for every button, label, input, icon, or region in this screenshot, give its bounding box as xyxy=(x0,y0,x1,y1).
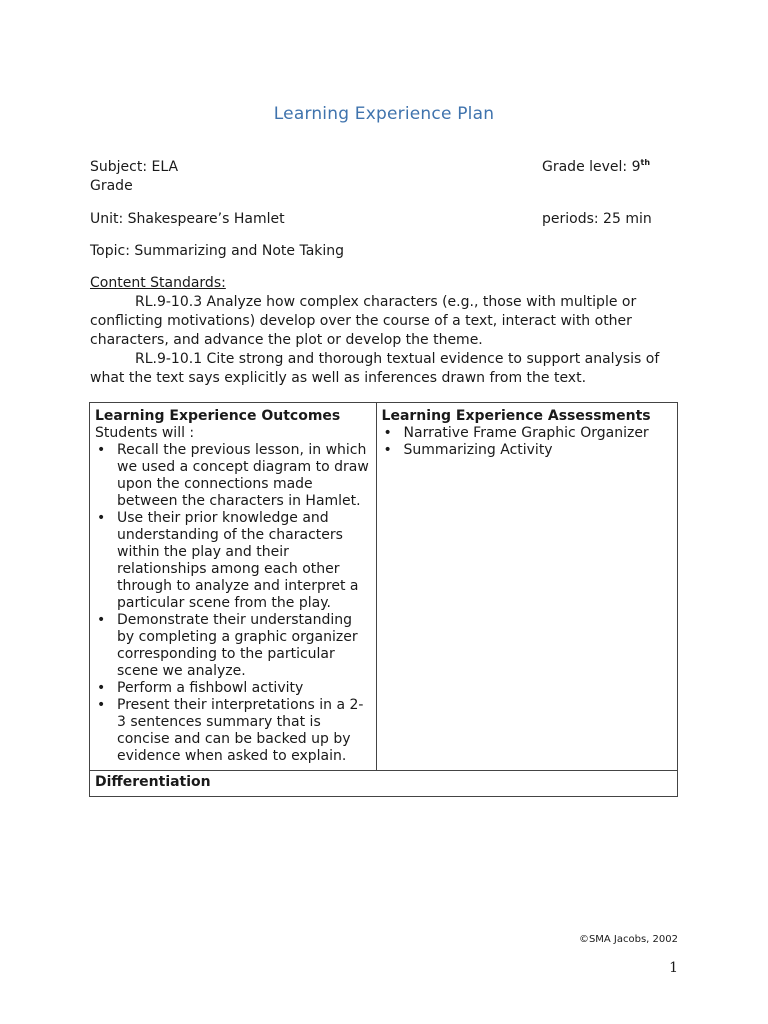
assessment-item: • Summarizing Activity xyxy=(382,442,673,459)
assessments-list xyxy=(382,425,673,459)
unit-label: Unit: Shakespeare’s Hamlet xyxy=(90,211,285,227)
outcome-item: • Demonstrate their understanding by completing a graphic organizer corresponding to the particular scene we analyze. xyxy=(95,612,372,680)
standard-item: RL.9-10.1 Cite strong and thorough textual evidence to support analysis of what the text says explicitly as well as inferences drawn from the text. xyxy=(90,351,660,386)
subject-label: Subject: ELA xyxy=(90,159,179,175)
content-standards-heading: Content Standards: xyxy=(90,275,226,291)
assessments-header: Learning Experience Assessments xyxy=(381,408,651,424)
content-standards-list xyxy=(90,293,690,388)
outcome-item: • Present their interpretations in a 2-3 sentences summary that is concise and can be backed up by evidence when asked to explain. xyxy=(95,697,372,765)
outcomes-cell xyxy=(90,403,377,771)
standard-item: RL.9-10.3 Analyze how complex characters (e.g., those with multiple or conflicting motivations) develop over the course of a text, interact with other characters, and advance the plot or develop the theme. xyxy=(90,294,637,348)
copyright-footer: ©SMA Jacobs, 2002 xyxy=(578,934,678,945)
assessment-item: • Narrative Frame Graphic Organizer xyxy=(382,425,673,442)
topic-label: Topic: Summarizing and Note Taking xyxy=(90,243,345,259)
differentiation-header: Differentiation xyxy=(90,771,678,797)
page-title: Learning Experience Plan xyxy=(273,104,495,124)
grade-level-superscript: th xyxy=(640,158,651,167)
grade-level xyxy=(542,158,650,177)
assessments-cell xyxy=(376,403,677,771)
outcome-item: • Use their prior knowledge and understanding of the characters within the play and their relationships among each other through to analyze and interpret a particular scene from the play. xyxy=(95,510,372,612)
plan-table xyxy=(89,402,678,797)
page-number: 1 xyxy=(669,960,678,976)
outcomes-list xyxy=(95,442,372,765)
outcomes-header: Learning Experience Outcomes xyxy=(95,408,341,424)
outcome-item: • Recall the previous lesson, in which we used a concept diagram to draw upon the connections made between the characters in Hamlet. xyxy=(95,442,372,510)
outcome-item: • Perform a fishbowl activity xyxy=(95,680,372,697)
periods-label: periods: 25 min xyxy=(542,211,652,227)
outcomes-intro: Students will : xyxy=(95,425,195,441)
grade-level-label: Grade level: 9 xyxy=(542,159,641,175)
grade-continuation: Grade xyxy=(90,178,133,194)
